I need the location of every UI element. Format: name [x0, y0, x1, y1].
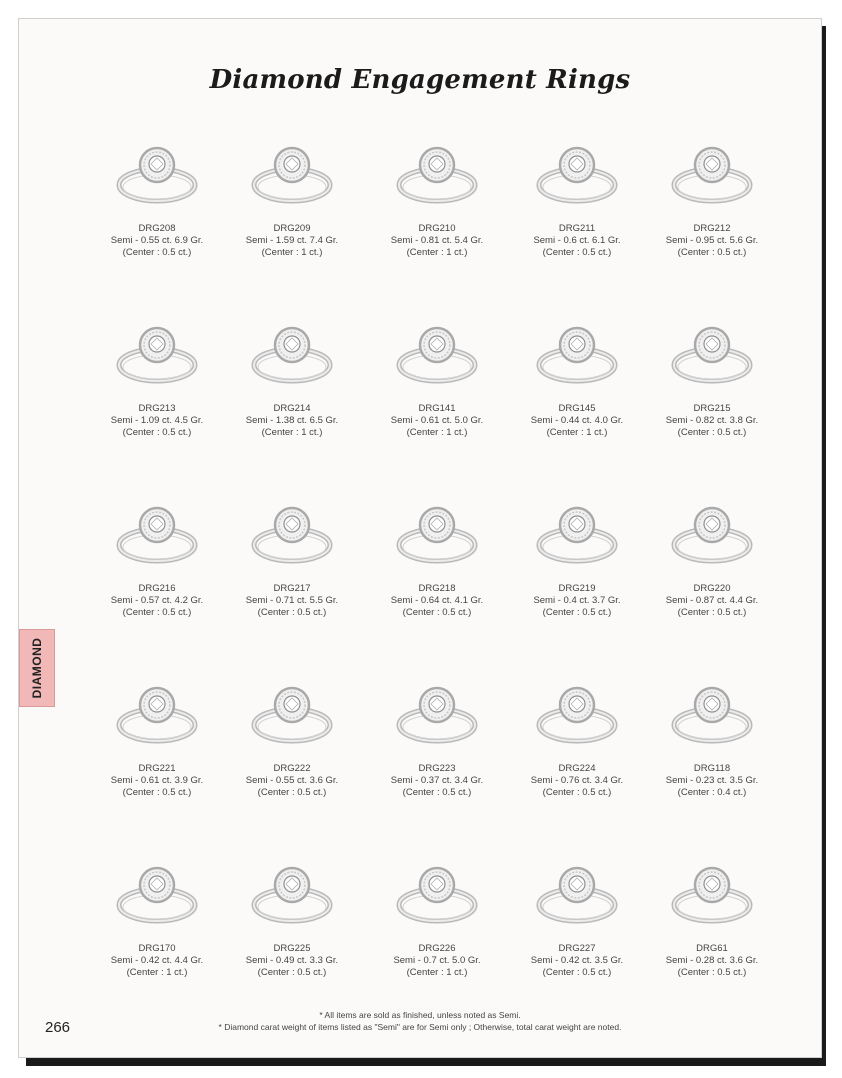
- ring-item: [367, 127, 507, 259]
- ring-image: [242, 667, 342, 757]
- ring-item: [367, 847, 507, 979]
- ring-item: [642, 127, 782, 259]
- ring-semi-weight: Semi - 0.42 ct. 4.4 Gr.: [110, 955, 204, 966]
- ring-image: [387, 847, 487, 937]
- ring-image: [662, 487, 762, 577]
- ring-semi-weight: Semi - 0.57 ct. 4.2 Gr.: [110, 595, 204, 606]
- ring-code: DRG222: [273, 763, 311, 774]
- ring-center-weight: (Center : 0.5 ct.): [122, 787, 192, 798]
- ring-center-weight: (Center : 0.5 ct.): [542, 247, 612, 258]
- ring-code: DRG220: [693, 583, 731, 594]
- ring-center-weight: (Center : 0.5 ct.): [122, 247, 192, 258]
- ring-center-weight: (Center : 0.5 ct.): [542, 967, 612, 978]
- ring-item: [507, 127, 647, 259]
- ring-center-weight: (Center : 1 ct.): [261, 427, 323, 438]
- ring-code: DRG209: [273, 223, 311, 234]
- ring-code: DRG223: [418, 763, 456, 774]
- ring-item: [87, 667, 227, 799]
- ring-image: [107, 127, 207, 217]
- ring-item: [87, 127, 227, 259]
- ring-semi-weight: Semi - 0.87 ct. 4.4 Gr.: [665, 595, 759, 606]
- footnote: * All items are sold as finished, unless noted as Semi.: [319, 1010, 521, 1020]
- ring-item: [367, 307, 507, 439]
- ring-item: [507, 307, 647, 439]
- ring-code: DRG226: [418, 943, 456, 954]
- ring-item: [222, 847, 362, 979]
- ring-code: DRG227: [558, 943, 596, 954]
- ring-code: DRG215: [693, 403, 731, 414]
- ring-semi-weight: Semi - 0.7 ct. 5.0 Gr.: [393, 955, 481, 966]
- ring-semi-weight: Semi - 1.59 ct. 7.4 Gr.: [245, 235, 339, 246]
- ring-center-weight: (Center : 0.5 ct.): [542, 607, 612, 618]
- ring-item: [642, 667, 782, 799]
- ring-item: [222, 127, 362, 259]
- ring-image: [387, 127, 487, 217]
- ring-semi-weight: Semi - 0.55 ct. 6.9 Gr.: [110, 235, 204, 246]
- ring-code: DRG224: [558, 763, 596, 774]
- ring-semi-weight: Semi - 0.95 ct. 5.6 Gr.: [665, 235, 759, 246]
- ring-item: [507, 667, 647, 799]
- ring-semi-weight: Semi - 0.81 ct. 5.4 Gr.: [390, 235, 484, 246]
- ring-semi-weight: Semi - 0.28 ct. 3.6 Gr.: [665, 955, 759, 966]
- ring-center-weight: (Center : 0.5 ct.): [677, 247, 747, 258]
- catalog-page: [18, 18, 822, 1058]
- ring-image: [107, 487, 207, 577]
- ring-code: DRG208: [138, 223, 176, 234]
- ring-code: DRG216: [138, 583, 176, 594]
- ring-code: DRG217: [273, 583, 311, 594]
- ring-semi-weight: Semi - 0.55 ct. 3.6 Gr.: [245, 775, 339, 786]
- footnotes: [19, 1009, 821, 1033]
- ring-semi-weight: Semi - 0.61 ct. 3.9 Gr.: [110, 775, 204, 786]
- ring-center-weight: (Center : 0.5 ct.): [257, 787, 327, 798]
- ring-code: DRG61: [696, 943, 728, 954]
- ring-center-weight: (Center : 0.5 ct.): [677, 607, 747, 618]
- ring-semi-weight: Semi - 0.64 ct. 4.1 Gr.: [390, 595, 484, 606]
- ring-image: [387, 307, 487, 397]
- ring-semi-weight: Semi - 0.42 ct. 3.5 Gr.: [530, 955, 624, 966]
- ring-semi-weight: Semi - 1.38 ct. 6.5 Gr.: [245, 415, 339, 426]
- ring-item: [222, 667, 362, 799]
- ring-semi-weight: Semi - 0.61 ct. 5.0 Gr.: [390, 415, 484, 426]
- ring-code: DRG211: [558, 223, 596, 234]
- ring-image: [527, 127, 627, 217]
- ring-item: [507, 487, 647, 619]
- ring-center-weight: (Center : 0.5 ct.): [677, 427, 747, 438]
- ring-center-weight: (Center : 0.5 ct.): [257, 607, 327, 618]
- ring-semi-weight: Semi - 0.23 ct. 3.5 Gr.: [665, 775, 759, 786]
- ring-code: DRG141: [418, 403, 456, 414]
- ring-image: [242, 307, 342, 397]
- ring-image: [527, 847, 627, 937]
- ring-item: [642, 307, 782, 439]
- ring-image: [242, 127, 342, 217]
- ring-center-weight: (Center : 0.5 ct.): [402, 787, 472, 798]
- ring-semi-weight: Semi - 1.09 ct. 4.5 Gr.: [110, 415, 204, 426]
- ring-semi-weight: Semi - 0.71 ct. 5.5 Gr.: [245, 595, 339, 606]
- ring-image: [662, 307, 762, 397]
- ring-code: DRG219: [558, 583, 596, 594]
- ring-code: DRG145: [558, 403, 596, 414]
- ring-center-weight: (Center : 0.5 ct.): [542, 787, 612, 798]
- ring-center-weight: (Center : 0.5 ct.): [122, 427, 192, 438]
- ring-item: [367, 667, 507, 799]
- ring-semi-weight: Semi - 0.49 ct. 3.3 Gr.: [245, 955, 339, 966]
- ring-image: [387, 487, 487, 577]
- ring-image: [242, 487, 342, 577]
- ring-image: [527, 487, 627, 577]
- page-title: Diamond Engagement Rings: [209, 65, 631, 95]
- ring-center-weight: (Center : 1 ct.): [126, 967, 188, 978]
- ring-center-weight: (Center : 0.5 ct.): [402, 607, 472, 618]
- footnote: * Diamond carat weight of items listed as "Semi" are for Semi only ; Otherwise, total carat weight are noted.: [218, 1022, 622, 1032]
- ring-item: [367, 487, 507, 619]
- ring-item: [87, 487, 227, 619]
- ring-image: [527, 667, 627, 757]
- ring-semi-weight: Semi - 0.76 ct. 3.4 Gr.: [530, 775, 624, 786]
- ring-center-weight: (Center : 1 ct.): [406, 967, 468, 978]
- ring-image: [107, 847, 207, 937]
- ring-code: DRG214: [273, 403, 311, 414]
- ring-center-weight: (Center : 0.5 ct.): [122, 607, 192, 618]
- ring-image: [662, 847, 762, 937]
- ring-item: [222, 487, 362, 619]
- ring-code: DRG221: [138, 763, 176, 774]
- ring-image: [107, 307, 207, 397]
- ring-center-weight: (Center : 1 ct.): [546, 427, 608, 438]
- ring-code: DRG210: [418, 223, 456, 234]
- ring-semi-weight: Semi - 0.82 ct. 3.8 Gr.: [665, 415, 759, 426]
- page-number: 266: [45, 1019, 71, 1036]
- ring-semi-weight: Semi - 0.6 ct. 6.1 Gr.: [533, 235, 621, 246]
- ring-image: [662, 127, 762, 217]
- ring-center-weight: (Center : 1 ct.): [406, 247, 468, 258]
- ring-image: [527, 307, 627, 397]
- ring-item: [642, 847, 782, 979]
- ring-code: DRG218: [418, 583, 456, 594]
- ring-code: DRG213: [138, 403, 176, 414]
- ring-item: [87, 847, 227, 979]
- ring-code: DRG225: [273, 943, 311, 954]
- ring-code: DRG170: [138, 943, 176, 954]
- section-tab: [19, 629, 55, 707]
- ring-item: [507, 847, 647, 979]
- ring-item: [87, 307, 227, 439]
- ring-semi-weight: Semi - 0.44 ct. 4.0 Gr.: [530, 415, 624, 426]
- ring-center-weight: (Center : 0.5 ct.): [677, 967, 747, 978]
- ring-image: [662, 667, 762, 757]
- ring-image: [242, 847, 342, 937]
- ring-item: [642, 487, 782, 619]
- ring-image: [107, 667, 207, 757]
- ring-code: DRG212: [693, 223, 731, 234]
- ring-item: [222, 307, 362, 439]
- ring-semi-weight: Semi - 0.4 ct. 3.7 Gr.: [533, 595, 621, 606]
- ring-center-weight: (Center : 1 ct.): [406, 427, 468, 438]
- ring-image: [387, 667, 487, 757]
- ring-code: DRG118: [693, 763, 731, 774]
- ring-center-weight: (Center : 0.5 ct.): [257, 967, 327, 978]
- section-tab-label: DIAMOND: [30, 637, 44, 699]
- ring-center-weight: (Center : 0.4 ct.): [677, 787, 747, 798]
- ring-center-weight: (Center : 1 ct.): [261, 247, 323, 258]
- ring-semi-weight: Semi - 0.37 ct. 3.4 Gr.: [390, 775, 484, 786]
